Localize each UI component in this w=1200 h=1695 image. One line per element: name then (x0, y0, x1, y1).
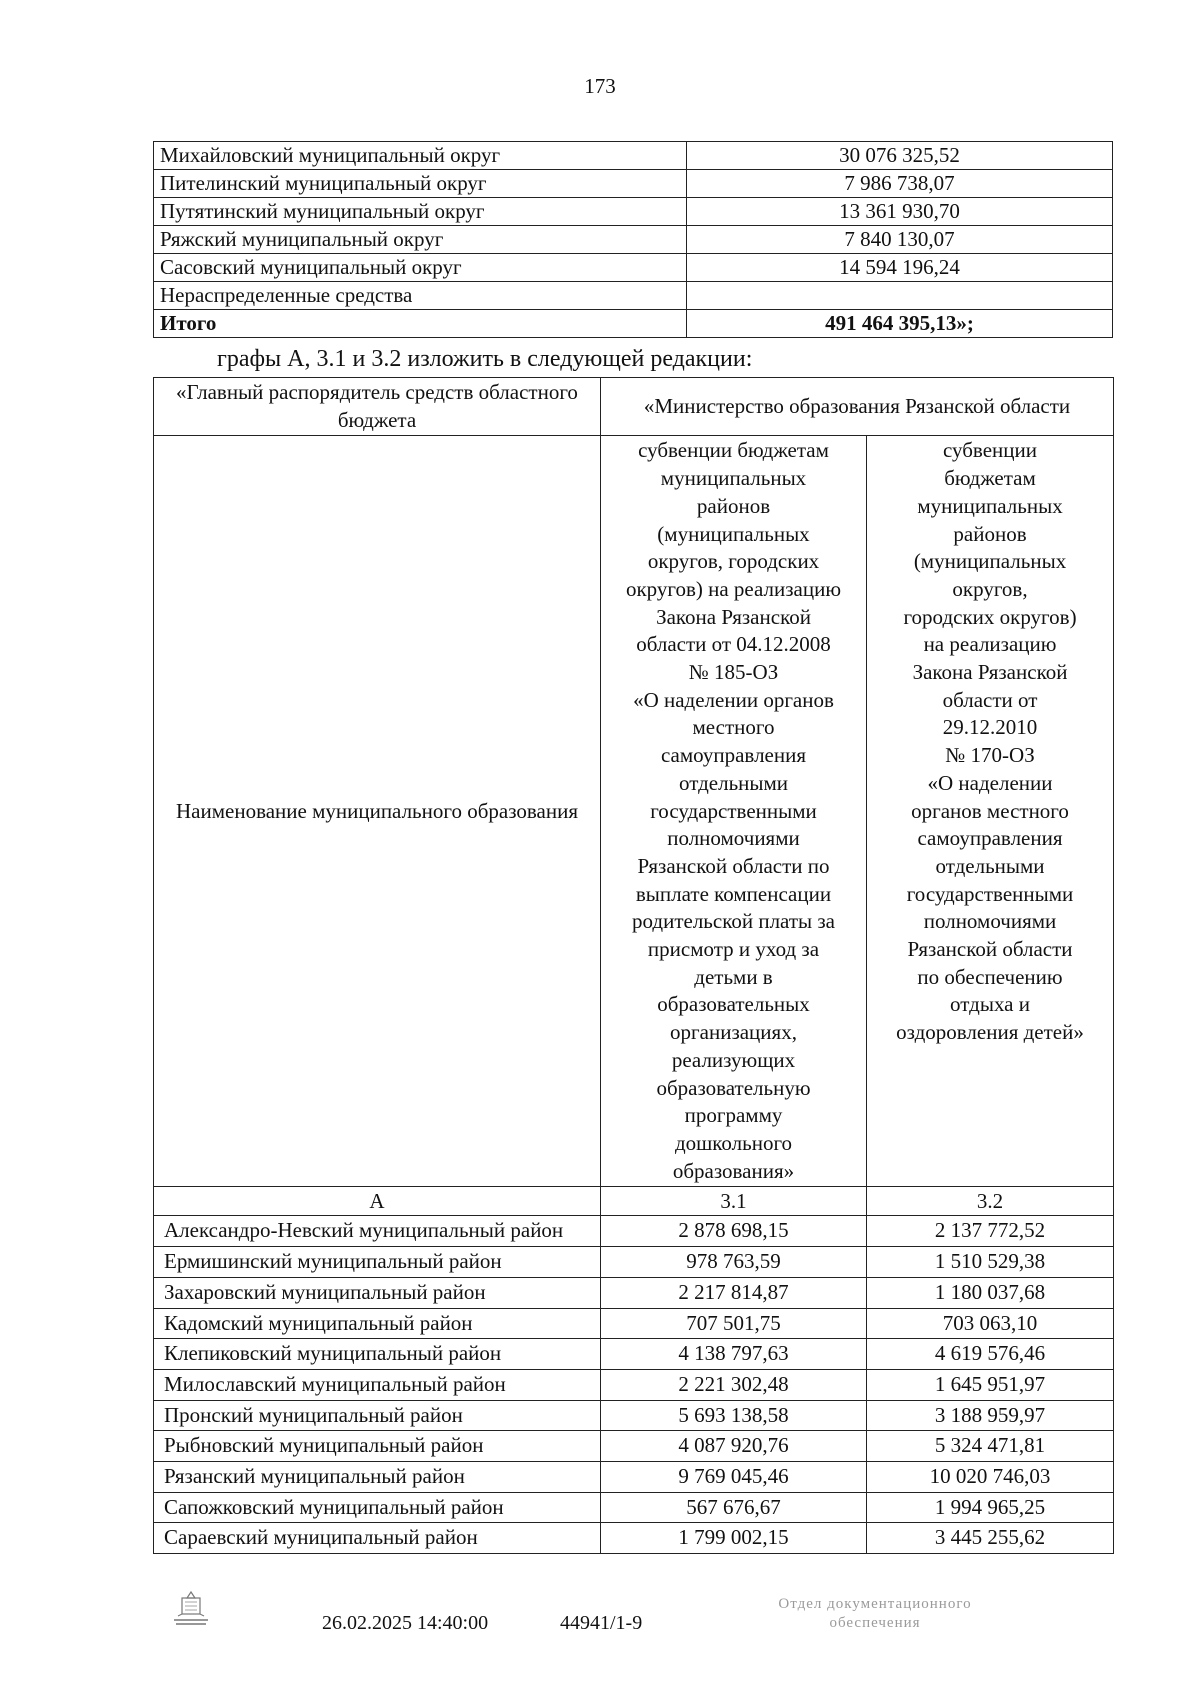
name-column-header: Наименование муниципального образования (154, 436, 601, 1187)
summary-row (154, 282, 1113, 310)
district-row (154, 1492, 1114, 1523)
total-row (154, 310, 1113, 338)
summary-table (153, 141, 1113, 338)
ministry-name: «Министерство образования Рязанской области (601, 378, 1114, 436)
subvention-table (153, 377, 1114, 1554)
column-number-row (154, 1187, 1114, 1216)
value-3-1: 1 799 002,15 (601, 1523, 867, 1554)
column-label-a: А (154, 1187, 601, 1216)
district-value: 7 840 130,07 (687, 226, 1113, 254)
district-name: Сасовский муниципальный округ (154, 254, 687, 282)
district-name: Милославский муниципальный район (154, 1369, 601, 1400)
district-name: Захаровский муниципальный район (154, 1277, 601, 1308)
district-row (154, 1462, 1114, 1493)
district-row (154, 1247, 1114, 1278)
header-row-distributor (154, 378, 1114, 436)
district-value: 30 076 325,52 (687, 142, 1113, 170)
value-3-2: 1 645 951,97 (867, 1369, 1114, 1400)
district-row (154, 1277, 1114, 1308)
district-name: Рыбновский муниципальный район (154, 1431, 601, 1462)
district-value: 7 986 738,07 (687, 170, 1113, 198)
summary-row (154, 254, 1113, 282)
district-name: Александро-Невский муниципальный район (154, 1216, 601, 1247)
header-row-columns (154, 436, 1114, 1187)
district-value (687, 282, 1113, 310)
district-name: Михайловский муниципальный округ (154, 142, 687, 170)
value-3-2: 5 324 471,81 (867, 1431, 1114, 1462)
district-row (154, 1400, 1114, 1431)
intro-text: графы А, 3.1 и 3.2 изложить в следующей редакции: (217, 346, 753, 372)
summary-row (154, 170, 1113, 198)
summary-row (154, 198, 1113, 226)
district-name: Путятинский муниципальный округ (154, 198, 687, 226)
emblem-logo (170, 1588, 212, 1630)
value-3-2: 703 063,10 (867, 1308, 1114, 1339)
district-name: Кадомский муниципальный район (154, 1308, 601, 1339)
subvention-3-2-header: субвенции бюджетам муниципальных районов (муниципальных округов, городских округов) на реализацию Закона Рязанской области от 29.12.2010 № 170-ОЗ «О наделении органов местного самоуправления отдельными государственными полномочиями Рязанской области по обеспечению отдыха и оздоровления детей» (867, 436, 1114, 1187)
total-value: 491 464 395,13»; (687, 310, 1113, 338)
district-row (154, 1216, 1114, 1247)
column-label-3-2: 3.2 (867, 1187, 1114, 1216)
district-value: 14 594 196,24 (687, 254, 1113, 282)
value-3-1: 5 693 138,58 (601, 1400, 867, 1431)
district-name: Нераспределенные средства (154, 282, 687, 310)
value-3-2: 3 188 959,97 (867, 1400, 1114, 1431)
district-name: Клепиковский муниципальный район (154, 1339, 601, 1370)
value-3-2: 3 445 255,62 (867, 1523, 1114, 1554)
value-3-1: 4 138 797,63 (601, 1339, 867, 1370)
district-name: Рязанский муниципальный район (154, 1462, 601, 1493)
department-stamp: Отдел документационного обеспечения (778, 1596, 972, 1631)
value-3-2: 1 180 037,68 (867, 1277, 1114, 1308)
district-row (154, 1431, 1114, 1462)
value-3-2: 1 994 965,25 (867, 1492, 1114, 1523)
district-row (154, 1369, 1114, 1400)
value-3-1: 567 676,67 (601, 1492, 867, 1523)
distributor-label: «Главный распорядитель средств областного бюджета (154, 378, 601, 436)
value-3-1: 978 763,59 (601, 1247, 867, 1278)
subvention-3-1-header: субвенции бюджетам муниципальных районов (муниципальных округов, городских округов) на реализацию Закона Рязанской области от 04.12.2008 № 185-ОЗ «О наделении органов местного самоуправления отдельными государственными полномочиями Рязанской области по выплате компенсации родительской платы за присмотр и уход за детьми в образовательных организациях, реализующих образовательную программу дошкольного образования» (601, 436, 867, 1187)
value-3-2: 10 020 746,03 (867, 1462, 1114, 1493)
value-3-1: 2 878 698,15 (601, 1216, 867, 1247)
district-name: Пителинский муниципальный округ (154, 170, 687, 198)
total-label: Итого (154, 310, 687, 338)
value-3-2: 2 137 772,52 (867, 1216, 1114, 1247)
value-3-2: 1 510 529,38 (867, 1247, 1114, 1278)
value-3-1: 2 221 302,48 (601, 1369, 867, 1400)
value-3-2: 4 619 576,46 (867, 1339, 1114, 1370)
column-label-3-1: 3.1 (601, 1187, 867, 1216)
district-row (154, 1523, 1114, 1554)
district-name: Ермишинский муниципальный район (154, 1247, 601, 1278)
page-number: 173 (584, 74, 616, 98)
summary-row (154, 142, 1113, 170)
district-name: Сараевский муниципальный район (154, 1523, 601, 1554)
district-value: 13 361 930,70 (687, 198, 1113, 226)
value-3-1: 2 217 814,87 (601, 1277, 867, 1308)
district-row (154, 1308, 1114, 1339)
district-row (154, 1339, 1114, 1370)
district-name: Ряжский муниципальный округ (154, 226, 687, 254)
value-3-1: 9 769 045,46 (601, 1462, 867, 1493)
district-name: Сапожковский муниципальный район (154, 1492, 601, 1523)
value-3-1: 4 087 920,76 (601, 1431, 867, 1462)
footer-doc-number: 44941/1-9 (560, 1612, 643, 1634)
district-name: Пронский муниципальный район (154, 1400, 601, 1431)
summary-row (154, 226, 1113, 254)
value-3-1: 707 501,75 (601, 1308, 867, 1339)
footer-datetime: 26.02.2025 14:40:00 (322, 1612, 489, 1634)
